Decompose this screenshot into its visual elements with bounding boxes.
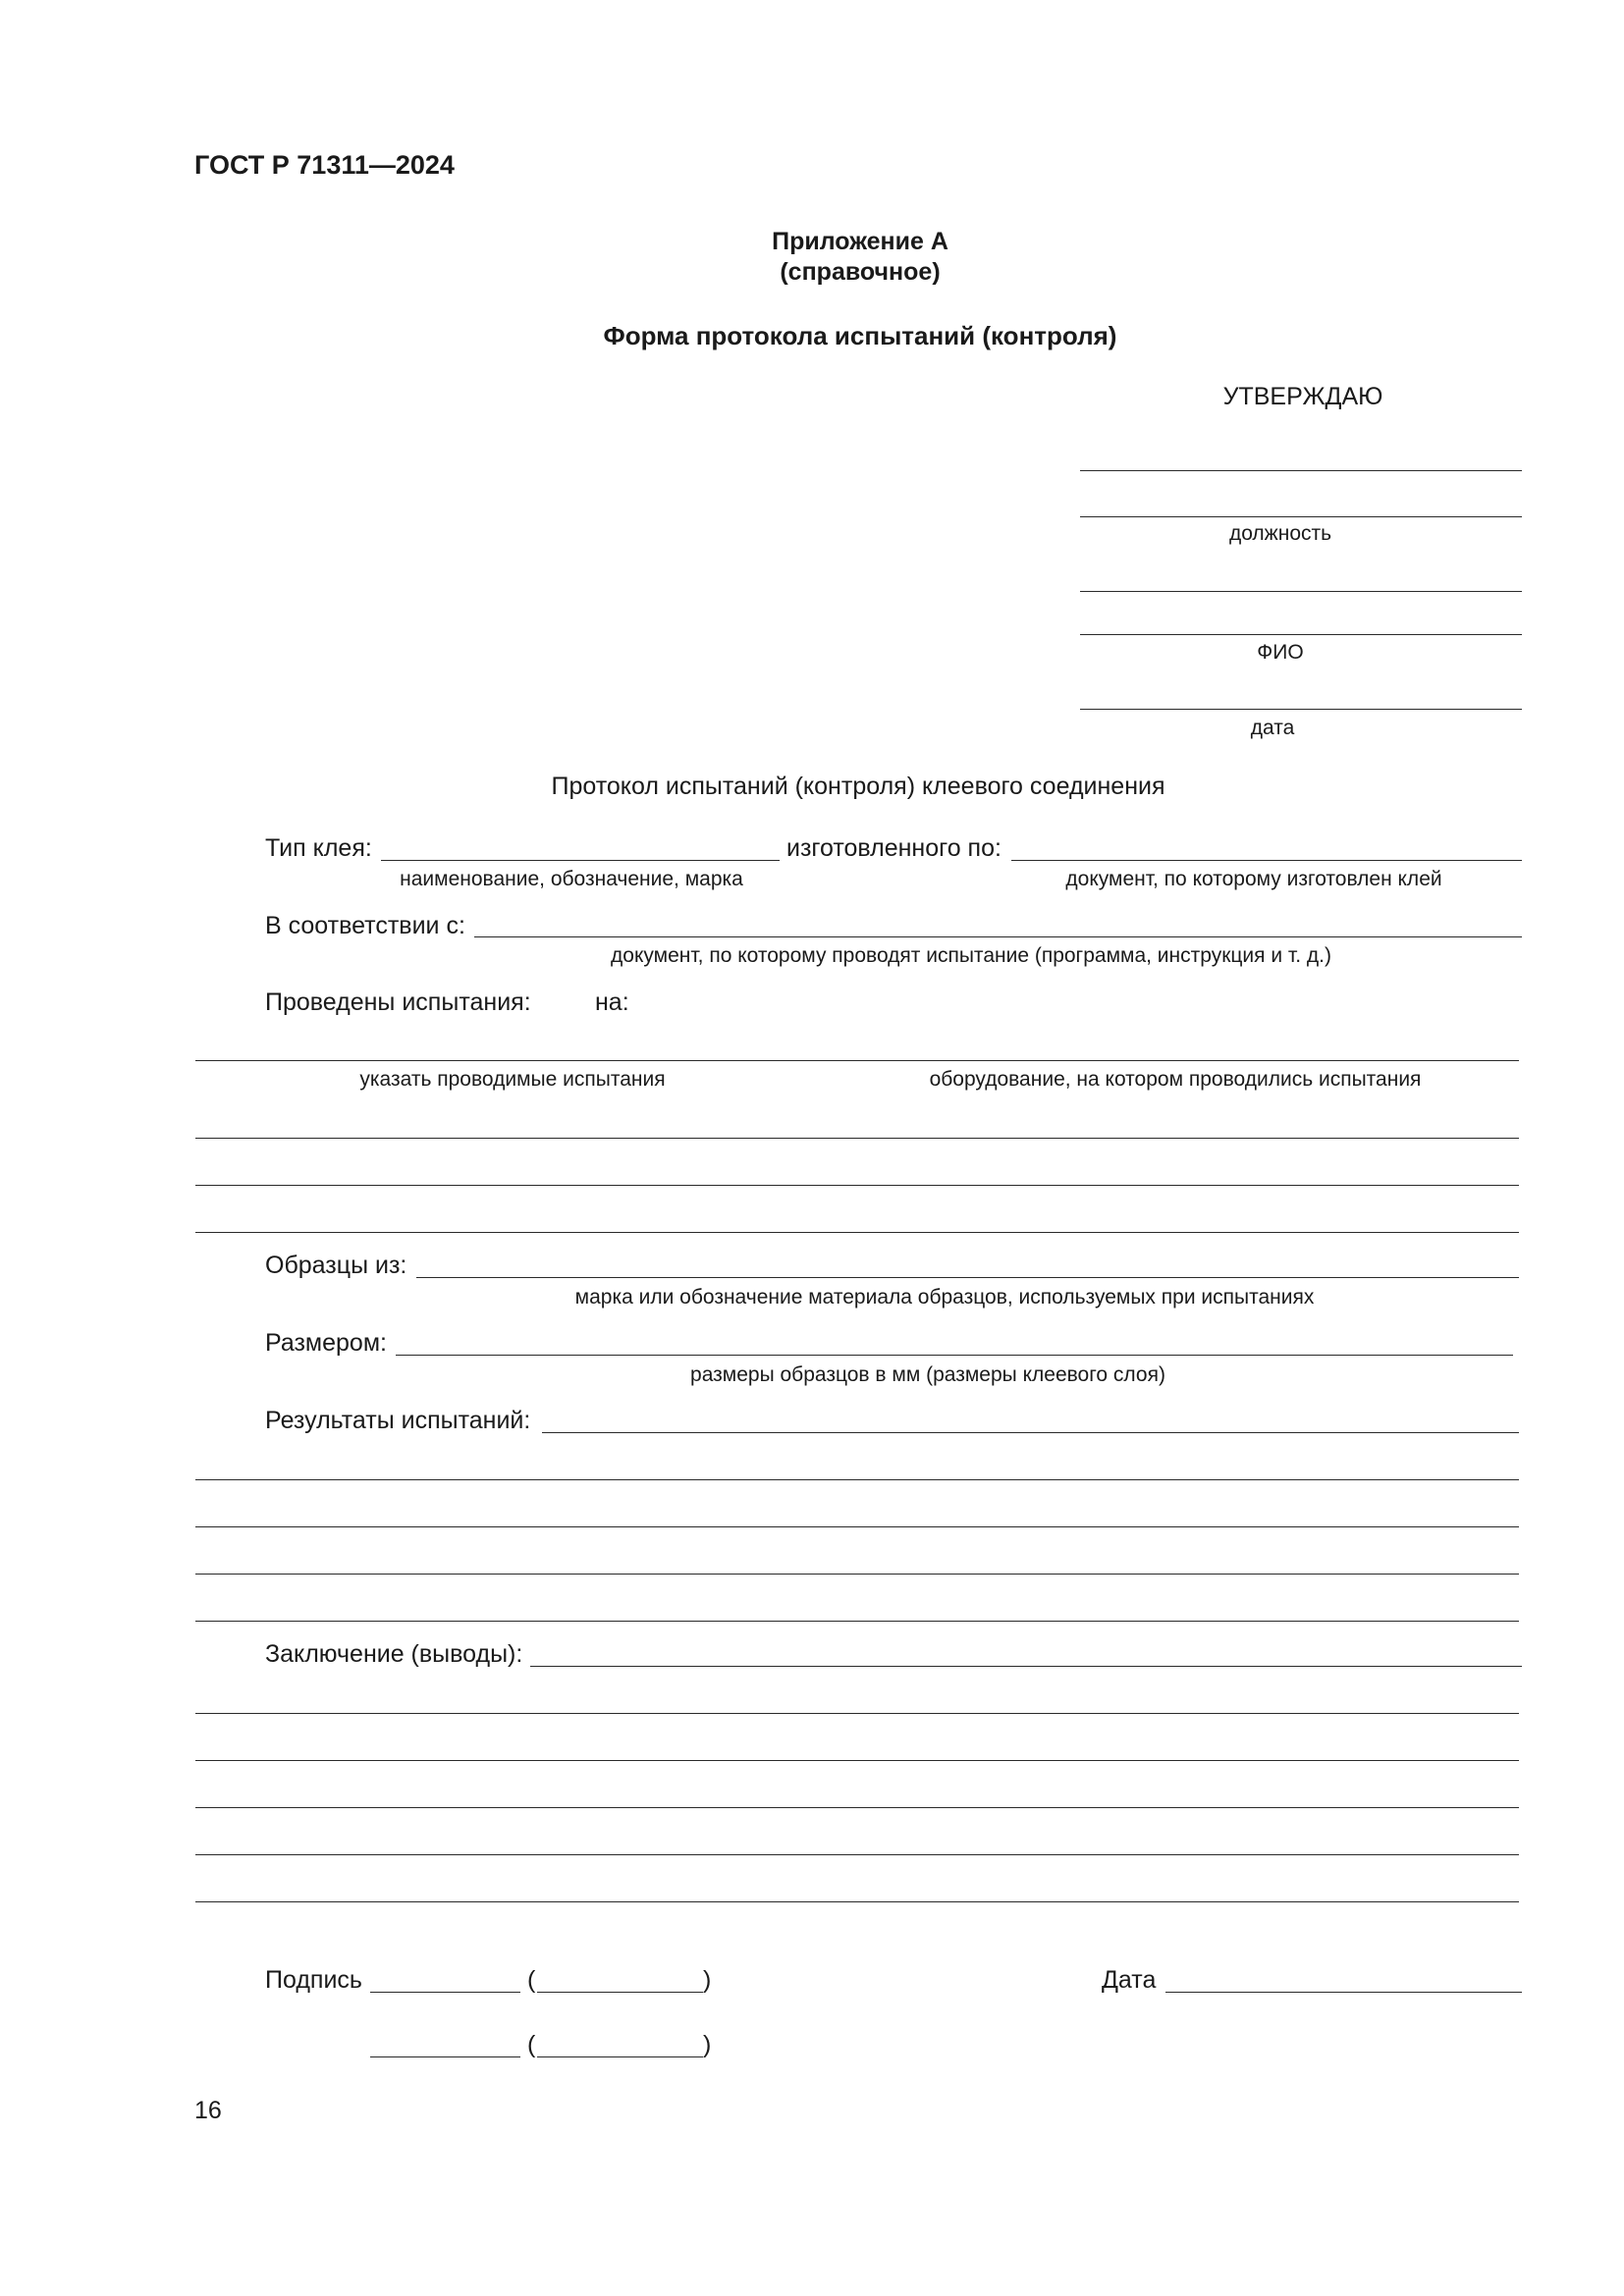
form-title: Форма протокола испытаний (контроля) [603,321,1117,350]
signature-label: Подпись [265,1966,362,1994]
appendix-title: Приложение А [772,228,948,255]
manufactured-label: изготовленного по: [786,834,1001,862]
approval-label: УТВЕРЖДАЮ [1222,383,1383,410]
manufactured-line[interactable] [1011,860,1522,861]
conclusion-extra-line-3[interactable] [195,1807,1519,1808]
conclusion-extra-line-1[interactable] [195,1713,1519,1714]
glue-type-label: Тип клея: [265,834,372,862]
conclusion-line[interactable] [530,1666,1522,1667]
results-extra-line-1[interactable] [195,1479,1519,1480]
signature-paren-close-2: ) [703,2031,712,2058]
approval-line-3 [1080,591,1522,592]
results-extra-line-2[interactable] [195,1526,1519,1527]
accordance-line[interactable] [474,936,1522,937]
manufactured-caption: документ, по которому изготовлен клей [1065,868,1442,890]
signature-name-line-2[interactable] [537,2056,703,2057]
results-line[interactable] [542,1432,1519,1433]
accordance-label: В соответствии с: [265,912,465,939]
accordance-caption: документ, по которому проводят испытание (программа, инструкция и т. д.) [611,944,1331,967]
position-caption: должность [1228,522,1332,545]
equipment-caption: оборудование, на котором проводились испытания [929,1068,1422,1091]
samples-line[interactable] [416,1277,1519,1278]
standard-code: ГОСТ Р 71311—2024 [194,150,455,180]
appendix-type: (справочное) [780,258,941,286]
conclusion-extra-line-4[interactable] [195,1854,1519,1855]
signature-name-line-1[interactable] [537,1992,703,1993]
glue-type-caption: наименование, обозначение, марка [400,868,743,890]
glue-type-line[interactable] [381,860,780,861]
page-number: 16 [194,2097,222,2124]
tests-label: Проведены испытания: [265,988,531,1016]
approval-line-1 [1080,470,1522,471]
tests-on-label: на: [595,988,629,1016]
tests-extra-line-3[interactable] [195,1232,1519,1233]
date-caption: дата [1250,717,1295,739]
signature-paren-close-1: ) [703,1966,712,1994]
samples-label: Образцы из: [265,1252,407,1279]
name-caption: ФИО [1257,641,1304,664]
signature-line-2[interactable] [370,2056,520,2057]
date-label: Дата [1102,1966,1157,1994]
signature-paren-open-1: ( [527,1966,536,1994]
conclusion-extra-line-2[interactable] [195,1760,1519,1761]
tests-extra-line-1[interactable] [195,1138,1519,1139]
conclusion-label: Заключение (выводы): [265,1640,523,1668]
size-caption: размеры образцов в мм (размеры клеевого слоя) [690,1363,1165,1386]
protocol-title: Протокол испытаний (контроля) клеевого соединения [551,773,1165,800]
approval-position-line [1080,516,1522,517]
tests-caption: указать проводимые испытания [359,1068,666,1091]
tests-extra-line-2[interactable] [195,1185,1519,1186]
results-extra-line-4[interactable] [195,1621,1519,1622]
conclusion-extra-line-5[interactable] [195,1901,1519,1902]
results-label: Результаты испытаний: [265,1407,531,1434]
signature-paren-open-2: ( [527,2031,536,2058]
samples-caption: марка или обозначение материала образцов, используемых при испытаниях [574,1286,1315,1308]
size-label: Размером: [265,1329,387,1357]
tests-line[interactable] [195,1060,1519,1061]
date-line[interactable] [1165,1992,1522,1993]
approval-date-line [1080,709,1522,710]
size-line[interactable] [396,1355,1513,1356]
approval-name-line [1080,634,1522,635]
results-extra-line-3[interactable] [195,1574,1519,1575]
signature-line-1[interactable] [370,1992,520,1993]
